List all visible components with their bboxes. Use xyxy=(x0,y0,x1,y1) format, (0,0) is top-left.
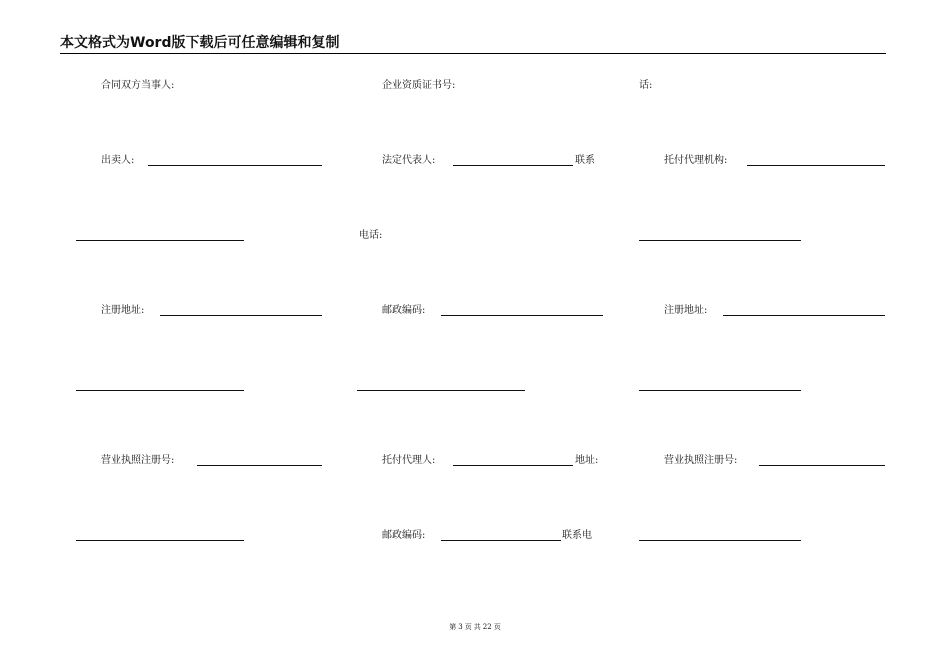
total-pages: 22 xyxy=(482,623,492,631)
contact-phone-label: 联系电 xyxy=(562,530,592,541)
footer-page-unit: 页 xyxy=(464,623,472,631)
address-label: 地址: xyxy=(575,455,599,466)
parties-label: 合同双方当事人: xyxy=(101,80,175,91)
seller-continued-blank[interactable] xyxy=(76,240,244,241)
agent-label: 托付代理人: xyxy=(382,455,436,466)
qualification-cert-label: 企业资质证书号: xyxy=(382,80,456,91)
header-title: 本文格式为Word版下载后可任意编辑和复制 xyxy=(60,35,340,51)
contact-label: 联系 xyxy=(575,155,595,166)
phone-label: 电话: xyxy=(359,230,383,241)
registered-address-blank[interactable] xyxy=(160,315,322,316)
footer-total-prefix: 共 xyxy=(473,623,481,631)
license-continued-blank[interactable] xyxy=(76,540,244,541)
agency-continued-blank[interactable] xyxy=(639,240,801,241)
postal-continued-blank[interactable] xyxy=(357,390,525,391)
agency-address-continued-blank[interactable] xyxy=(639,390,801,391)
business-license-blank[interactable] xyxy=(197,465,322,466)
footer-prefix: 第 xyxy=(449,623,457,631)
legal-rep-blank[interactable] xyxy=(453,165,573,166)
postal-code-label: 邮政编码: xyxy=(382,305,426,316)
postal-code-blank[interactable] xyxy=(441,315,603,316)
agency-label: 托付代理机构: xyxy=(664,155,728,166)
agency-license-continued-blank[interactable] xyxy=(639,540,801,541)
page-number: 3 xyxy=(458,623,463,631)
footer-total-unit: 页 xyxy=(493,623,501,631)
agent-postal-code-label: 邮政编码: xyxy=(382,530,426,541)
page-footer xyxy=(0,623,950,632)
agency-registered-address-blank[interactable] xyxy=(723,315,885,316)
agency-business-license-label: 营业执照注册号: xyxy=(664,455,738,466)
document-header xyxy=(60,33,886,54)
agent-blank[interactable] xyxy=(453,465,573,466)
agency-business-license-blank[interactable] xyxy=(759,465,885,466)
phone-fragment-label: 话: xyxy=(639,80,653,91)
seller-blank[interactable] xyxy=(148,165,322,166)
registered-address-label: 注册地址: xyxy=(101,305,145,316)
agency-registered-address-label: 注册地址: xyxy=(664,305,708,316)
business-license-label: 营业执照注册号: xyxy=(101,455,175,466)
agency-blank[interactable] xyxy=(747,165,885,166)
agent-postal-code-blank[interactable] xyxy=(441,540,561,541)
legal-rep-label: 法定代表人: xyxy=(382,155,436,166)
seller-label: 出卖人: xyxy=(101,155,135,166)
address-continued-blank[interactable] xyxy=(76,390,244,391)
